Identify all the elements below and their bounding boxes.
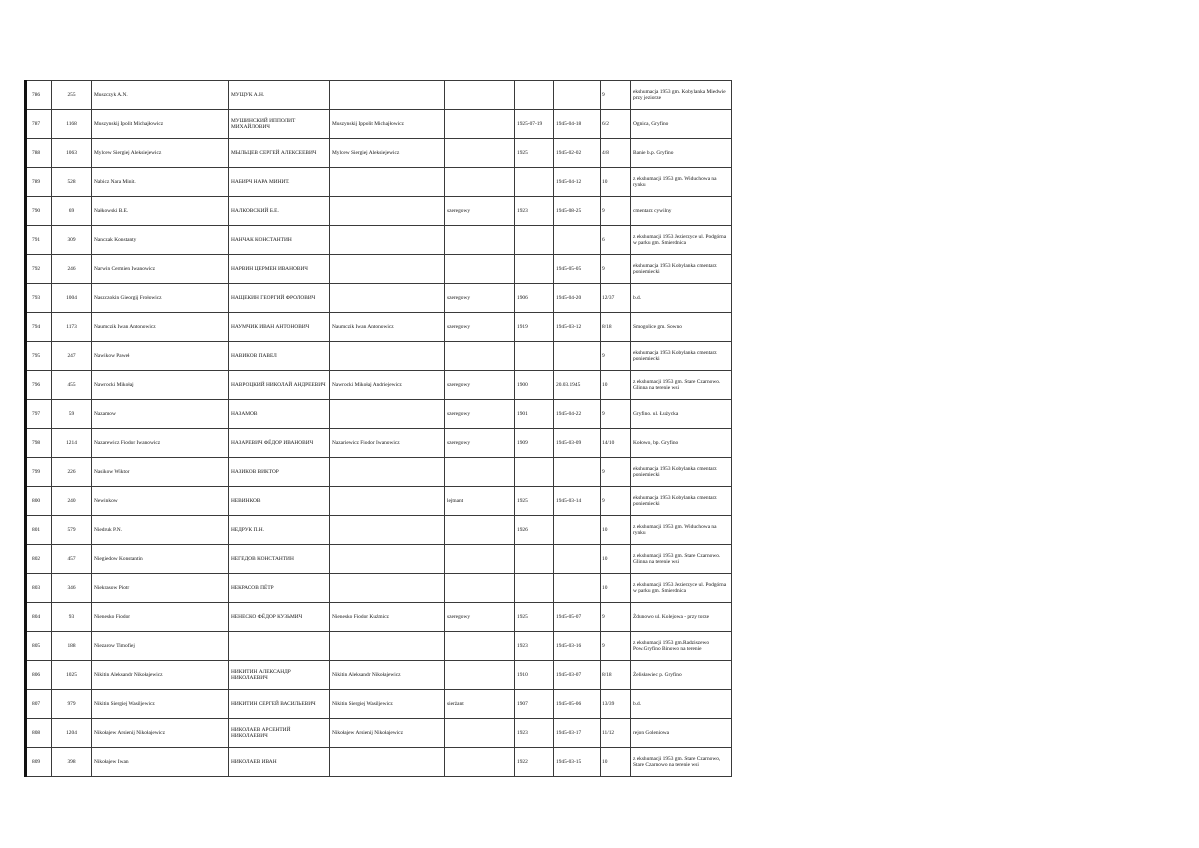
name-variant-cell: Nienesko Fiodor Kuźmicz [330, 603, 445, 632]
rank-cell [445, 110, 515, 139]
table-row [26, 545, 732, 574]
name-polish-cell: Nanczak Konstanty [92, 226, 229, 255]
grave-location-cell: 9 [601, 81, 631, 110]
birth-year-cell: 1923 [515, 197, 554, 226]
rank-cell [445, 574, 515, 603]
name-polish-cell: Naumczik Iwan Antonowicz [92, 313, 229, 342]
rank-cell [445, 545, 515, 574]
name-polish-cell: Nienesko Fiodor [92, 603, 229, 632]
grave-list-number-cell: 579 [52, 516, 92, 545]
grave-location-cell: 14/10 [601, 429, 631, 458]
table-row [26, 110, 732, 139]
burial-place-cell: z ekshumacji 1953 gm.Radziszewo Pow.Gryfino Binowo na terenie [631, 632, 732, 661]
name-polish-cell: Niekrasow Piotr [92, 574, 229, 603]
name-variant-cell: Mylcew Siergiej Aleksiejewicz [330, 139, 445, 168]
death-date-cell: 1945-03-14 [554, 487, 601, 516]
name-polish-cell: Mylcew Siergiej Aleksiejewicz [92, 139, 229, 168]
record-number-cell: 807 [26, 690, 52, 719]
birth-year-cell [515, 168, 554, 197]
grave-location-cell: 8/18 [601, 661, 631, 690]
name-variant-cell: Nawrocki Mikołaj Andriejewicz [330, 371, 445, 400]
rank-cell [445, 719, 515, 748]
birth-year-cell: 1919 [515, 313, 554, 342]
grave-list-number-cell: 226 [52, 458, 92, 487]
death-date-cell: 1945-02-02 [554, 139, 601, 168]
name-polish-cell: Narwin Cermien Iwanowicz [92, 255, 229, 284]
record-number-cell: 803 [26, 574, 52, 603]
rank-cell: szeregowy [445, 371, 515, 400]
grave-list-number-cell: 246 [52, 255, 92, 284]
name-polish-cell: Nikitin Aleksandr Nikołajewicz [92, 661, 229, 690]
burial-place-cell: ekshumacja 1953 gm. Kobylanka Miedwie przy jeziorze [631, 81, 732, 110]
grave-location-cell: 10 [601, 748, 631, 777]
grave-location-cell: 10 [601, 168, 631, 197]
name-variant-cell [330, 458, 445, 487]
table-row [26, 487, 732, 516]
death-date-cell: 1945-03-09 [554, 429, 601, 458]
death-date-cell: 1945-04-22 [554, 400, 601, 429]
table-row [26, 632, 732, 661]
grave-location-cell: 6/2 [601, 110, 631, 139]
table-row [26, 429, 732, 458]
record-number-cell: 809 [26, 748, 52, 777]
grave-list-number-cell: 1004 [52, 284, 92, 313]
rank-cell [445, 168, 515, 197]
rank-cell: szeregowy [445, 313, 515, 342]
birth-year-cell: 1901 [515, 400, 554, 429]
rank-cell [445, 516, 515, 545]
name-variant-cell: Nazariewicz Fiodor Iwanowicz [330, 429, 445, 458]
name-variant-cell: Nikołajew Arsienij Nikołajewicz [330, 719, 445, 748]
name-russian-cell: НАРВИН ЦЕРМЕН ИВАНОВИЧ [229, 255, 330, 284]
table-row [26, 313, 732, 342]
name-variant-cell [330, 255, 445, 284]
burial-place-cell: z ekshumacji 1953 Jezierzyce ul. Podgórna w parku gm. Smierdnica [631, 226, 732, 255]
grave-list-number-cell: 93 [52, 603, 92, 632]
burial-place-cell: Żelisławiec p. Gryfino [631, 661, 732, 690]
burial-place-cell: rejon Goleniowa [631, 719, 732, 748]
name-variant-cell: Muszynskij Ippolit Michajłowicz [330, 110, 445, 139]
grave-location-cell: 9 [601, 342, 631, 371]
grave-list-number-cell: 979 [52, 690, 92, 719]
grave-location-cell: 9 [601, 458, 631, 487]
rank-cell [445, 139, 515, 168]
grave-list-number-cell: 1063 [52, 139, 92, 168]
rank-cell [445, 342, 515, 371]
name-polish-cell: Nazarewicz Fiodor Iwanowicz [92, 429, 229, 458]
burial-place-cell: z ekshumacji 1953 gm. Widuchowa na rynku [631, 168, 732, 197]
death-date-cell: 20.03.1945 [554, 371, 601, 400]
birth-year-cell: 1922 [515, 748, 554, 777]
death-date-cell [554, 226, 601, 255]
name-russian-cell: НЕДРУК П.Н. [229, 516, 330, 545]
death-date-cell: 1945-05-06 [554, 690, 601, 719]
table-row [26, 81, 732, 110]
name-polish-cell: Nikołajew Arsienij Nikołajewicz [92, 719, 229, 748]
grave-list-number-cell: 1214 [52, 429, 92, 458]
birth-year-cell: 1925 [515, 139, 554, 168]
name-russian-cell: МУЩУК А.Н. [229, 81, 330, 110]
name-polish-cell: Nawikow Paweł [92, 342, 229, 371]
name-russian-cell: НАЗАМОВ [229, 400, 330, 429]
grave-location-cell: 10 [601, 516, 631, 545]
burial-place-cell: z ekshumacji 1953 gm. Stare Czarnowo, Stare Czarnowo na terenie wsi [631, 748, 732, 777]
grave-list-number-cell: 1204 [52, 719, 92, 748]
grave-list-number-cell: 240 [52, 487, 92, 516]
table-row [26, 371, 732, 400]
name-russian-cell: НИКОЛАЕВ АРСЕНТИЙ НИКОЛАЕВИЧ [229, 719, 330, 748]
name-polish-cell: Nikitin Siergiej Wasiljewicz [92, 690, 229, 719]
rank-cell: szeregowy [445, 400, 515, 429]
name-russian-cell: МУШИНСКИЙ ИППОЛИТ МИХАЙЛОВИЧ [229, 110, 330, 139]
burial-place-cell: b.d. [631, 690, 732, 719]
rank-cell: sierżant [445, 690, 515, 719]
name-russian-cell: НАВИКОВ ПАВЕЛ [229, 342, 330, 371]
table-row [26, 255, 732, 284]
table-row [26, 226, 732, 255]
name-russian-cell: МЫЛЬЦЕВ СЕРГЕЙ АЛЕКСЕЕВИЧ [229, 139, 330, 168]
name-russian-cell: НИКОЛАЕВ ИВАН [229, 748, 330, 777]
record-number-cell: 788 [26, 139, 52, 168]
name-polish-cell: Nałkowski B.E. [92, 197, 229, 226]
name-russian-cell: НЕКРАСОВ ПЁТР [229, 574, 330, 603]
record-number-cell: 800 [26, 487, 52, 516]
name-variant-cell [330, 487, 445, 516]
grave-location-cell: 11/12 [601, 719, 631, 748]
name-variant-cell [330, 574, 445, 603]
grave-location-cell: 12/37 [601, 284, 631, 313]
grave-list-number-cell: 1025 [52, 661, 92, 690]
birth-year-cell [515, 255, 554, 284]
rank-cell: lejtnant [445, 487, 515, 516]
name-russian-cell: НАЛКОВСКИЙ Б.Е. [229, 197, 330, 226]
grave-location-cell: 9 [601, 255, 631, 284]
death-date-cell: 1945-04-18 [554, 110, 601, 139]
birth-year-cell: 1923 [515, 632, 554, 661]
name-polish-cell: Nawrocki Mikołaj [92, 371, 229, 400]
burial-place-cell: ekshumacja 1953 Kobylanka cmentarz poniemiecki [631, 487, 732, 516]
rank-cell [445, 255, 515, 284]
name-variant-cell: Nikitin Siergiej Wasiljewicz [330, 690, 445, 719]
grave-location-cell: 8/18 [601, 313, 631, 342]
grave-location-cell: 9 [601, 197, 631, 226]
register-body [26, 81, 732, 777]
death-date-cell [554, 342, 601, 371]
death-date-cell: 1945-05-05 [554, 255, 601, 284]
name-polish-cell: Nazamow [92, 400, 229, 429]
birth-year-cell [515, 81, 554, 110]
birth-year-cell: 1926 [515, 516, 554, 545]
name-variant-cell [330, 545, 445, 574]
rank-cell [445, 458, 515, 487]
table-row [26, 603, 732, 632]
name-russian-cell: НАЗАРЕВИЧ ФЁДОР ИВАНОВИЧ [229, 429, 330, 458]
table-row [26, 400, 732, 429]
grave-list-number-cell: 1168 [52, 110, 92, 139]
record-number-cell: 793 [26, 284, 52, 313]
death-date-cell: 1945-03-07 [554, 661, 601, 690]
grave-list-number-cell: 1173 [52, 313, 92, 342]
table-row [26, 516, 732, 545]
death-date-cell [554, 458, 601, 487]
burial-place-cell: Żdunowo ul. Kolejowa - przy torze [631, 603, 732, 632]
burial-place-cell: b.d. [631, 284, 732, 313]
death-date-cell: 1945-04-12 [554, 168, 601, 197]
name-variant-cell [330, 632, 445, 661]
name-polish-cell: Naszczokin Gieorgij Frołowicz [92, 284, 229, 313]
name-russian-cell: НЕГЕДОВ КОНСТАНТИН [229, 545, 330, 574]
burial-place-cell: z ekshumacji 1953 gm. Stare Czarnowo. Glinna na terenie wsi [631, 371, 732, 400]
burial-place-cell: z ekshumacji 1953 gm. Stare Czarnowo. Glinna na terenie wsi [631, 545, 732, 574]
burial-place-cell: z ekshumacji 1953 Jezierzyce ul. Podgórna w parku gm. Smierdnica [631, 574, 732, 603]
grave-list-number-cell: 309 [52, 226, 92, 255]
grave-location-cell: 13/39 [601, 690, 631, 719]
death-date-cell: 1945-03-15 [554, 748, 601, 777]
rank-cell: szeregowy [445, 197, 515, 226]
name-variant-cell [330, 284, 445, 313]
rank-cell [445, 661, 515, 690]
name-polish-cell: Nasikow Wiktor [92, 458, 229, 487]
death-date-cell: 1945-03-17 [554, 719, 601, 748]
rank-cell: szeregowy [445, 429, 515, 458]
record-number-cell: 797 [26, 400, 52, 429]
death-date-cell: 1945-04-20 [554, 284, 601, 313]
death-date-cell: 1945-08-25 [554, 197, 601, 226]
record-number-cell: 808 [26, 719, 52, 748]
burial-register-page [24, 80, 730, 777]
birth-year-cell [515, 342, 554, 371]
name-polish-cell: Nikołajew Iwan [92, 748, 229, 777]
table-row [26, 719, 732, 748]
table-row [26, 342, 732, 371]
burial-place-cell: ekshumacja 1953 Kobylanka cmentarz poniemiecki [631, 342, 732, 371]
birth-year-cell [515, 226, 554, 255]
burial-register-table [24, 80, 732, 777]
record-number-cell: 801 [26, 516, 52, 545]
record-number-cell: 794 [26, 313, 52, 342]
name-variant-cell [330, 81, 445, 110]
death-date-cell [554, 516, 601, 545]
table-row [26, 661, 732, 690]
burial-place-cell: cmentarz cywilny [631, 197, 732, 226]
birth-year-cell [515, 458, 554, 487]
name-variant-cell: Nikitin Aleksandr Nikołajewicz [330, 661, 445, 690]
name-variant-cell [330, 748, 445, 777]
record-number-cell: 805 [26, 632, 52, 661]
birth-year-cell: 1909 [515, 429, 554, 458]
birth-year-cell [515, 545, 554, 574]
death-date-cell [554, 574, 601, 603]
table-row [26, 748, 732, 777]
name-polish-cell: Niegiedow Konstantin [92, 545, 229, 574]
death-date-cell: 1945-03-12 [554, 313, 601, 342]
table-row [26, 197, 732, 226]
table-row [26, 168, 732, 197]
name-polish-cell: Niedruk P.N. [92, 516, 229, 545]
record-number-cell: 786 [26, 81, 52, 110]
death-date-cell [554, 81, 601, 110]
record-number-cell: 804 [26, 603, 52, 632]
name-russian-cell: НАВРОЦКИЙ НИКОЛАЙ АНДРЕЕВИЧ [229, 371, 330, 400]
birth-year-cell: 1923 [515, 719, 554, 748]
burial-place-cell: ekshumacja 1953 Kobylanka cmentarz poniemiecki [631, 458, 732, 487]
record-number-cell: 795 [26, 342, 52, 371]
grave-list-number-cell: 528 [52, 168, 92, 197]
record-number-cell: 791 [26, 226, 52, 255]
name-variant-cell [330, 342, 445, 371]
birth-year-cell: 1907 [515, 690, 554, 719]
name-russian-cell: НИКИТИН АЛЕКСАНДР НИКОЛАЕВИЧ [229, 661, 330, 690]
birth-year-cell [515, 574, 554, 603]
name-polish-cell: Newinkow [92, 487, 229, 516]
name-russian-cell: НАБИРЧ НАРА МИНИТ. [229, 168, 330, 197]
birth-year-cell: 1925 [515, 487, 554, 516]
burial-place-cell: ekshumacja 1953 Kobylanka cmentarz poniemiecki [631, 255, 732, 284]
death-date-cell: 1945-05-07 [554, 603, 601, 632]
record-number-cell: 796 [26, 371, 52, 400]
table-row [26, 574, 732, 603]
record-number-cell: 792 [26, 255, 52, 284]
table-row [26, 458, 732, 487]
rank-cell [445, 81, 515, 110]
name-russian-cell: НАЩЕКИН ГЕОРГИЙ ФРОЛОВИЧ [229, 284, 330, 313]
death-date-cell [554, 545, 601, 574]
grave-location-cell: 9 [601, 603, 631, 632]
grave-list-number-cell: 398 [52, 748, 92, 777]
name-russian-cell: НИКИТИН СЕРГЕЙ ВАСИЛЬЕВИЧ [229, 690, 330, 719]
record-number-cell: 802 [26, 545, 52, 574]
burial-place-cell: Smogolice gm. Sowno [631, 313, 732, 342]
burial-place-cell: Kołowo, bp. Gryfino [631, 429, 732, 458]
name-russian-cell: НЕВИНКОВ [229, 487, 330, 516]
grave-location-cell: 9 [601, 632, 631, 661]
grave-list-number-cell: 455 [52, 371, 92, 400]
name-variant-cell [330, 226, 445, 255]
rank-cell [445, 748, 515, 777]
record-number-cell: 790 [26, 197, 52, 226]
name-polish-cell: Niezarow Timofiej [92, 632, 229, 661]
name-variant-cell [330, 168, 445, 197]
rank-cell [445, 632, 515, 661]
name-russian-cell [229, 632, 330, 661]
birth-year-cell: 1910 [515, 661, 554, 690]
record-number-cell: 799 [26, 458, 52, 487]
grave-location-cell: 6 [601, 226, 631, 255]
name-polish-cell: Muszynskij Ipolit Michajłowicz [92, 110, 229, 139]
name-russian-cell: НЕНЕСКО ФЁДОР КУЗЬМИЧ [229, 603, 330, 632]
name-russian-cell: НАНЧАК КОНСТАНТИН [229, 226, 330, 255]
rank-cell [445, 226, 515, 255]
name-variant-cell [330, 516, 445, 545]
rank-cell: szeregowy [445, 603, 515, 632]
grave-list-number-cell: 457 [52, 545, 92, 574]
burial-place-cell: Ognica, Gryfino [631, 110, 732, 139]
burial-place-cell: z ekshumacji 1953 gm. Widuchowa na rynku [631, 516, 732, 545]
record-number-cell: 806 [26, 661, 52, 690]
birth-year-cell: 1925 [515, 603, 554, 632]
grave-location-cell: 10 [601, 574, 631, 603]
grave-location-cell: 9 [601, 400, 631, 429]
grave-location-cell: 10 [601, 371, 631, 400]
burial-place-cell: Banie b.p. Gryfino [631, 139, 732, 168]
record-number-cell: 798 [26, 429, 52, 458]
birth-year-cell: 1906 [515, 284, 554, 313]
name-variant-cell [330, 197, 445, 226]
grave-location-cell: 10 [601, 545, 631, 574]
table-row [26, 139, 732, 168]
grave-list-number-cell: 69 [52, 197, 92, 226]
table-row [26, 690, 732, 719]
name-variant-cell [330, 400, 445, 429]
grave-location-cell: 9 [601, 487, 631, 516]
grave-list-number-cell: 346 [52, 574, 92, 603]
name-polish-cell: Muszczyk A.N. [92, 81, 229, 110]
rank-cell: szeregowy [445, 284, 515, 313]
birth-year-cell: 1925-07-19 [515, 110, 554, 139]
grave-list-number-cell: 247 [52, 342, 92, 371]
table-row [26, 284, 732, 313]
grave-location-cell: 4/8 [601, 139, 631, 168]
grave-list-number-cell: 255 [52, 81, 92, 110]
name-russian-cell: НАЗИКОВ ВИКТОР [229, 458, 330, 487]
record-number-cell: 789 [26, 168, 52, 197]
birth-year-cell: 1900 [515, 371, 554, 400]
grave-list-number-cell: 59 [52, 400, 92, 429]
burial-place-cell: Gryfino. ul. Łużycka [631, 400, 732, 429]
death-date-cell: 1945-03-16 [554, 632, 601, 661]
record-number-cell: 787 [26, 110, 52, 139]
name-polish-cell: Nabicz Nara Minit. [92, 168, 229, 197]
grave-list-number-cell: 188 [52, 632, 92, 661]
name-russian-cell: НАУМЧИК ИВАН АНТОНОВИЧ [229, 313, 330, 342]
name-variant-cell: Naumczik Iwan Antonowicz [330, 313, 445, 342]
